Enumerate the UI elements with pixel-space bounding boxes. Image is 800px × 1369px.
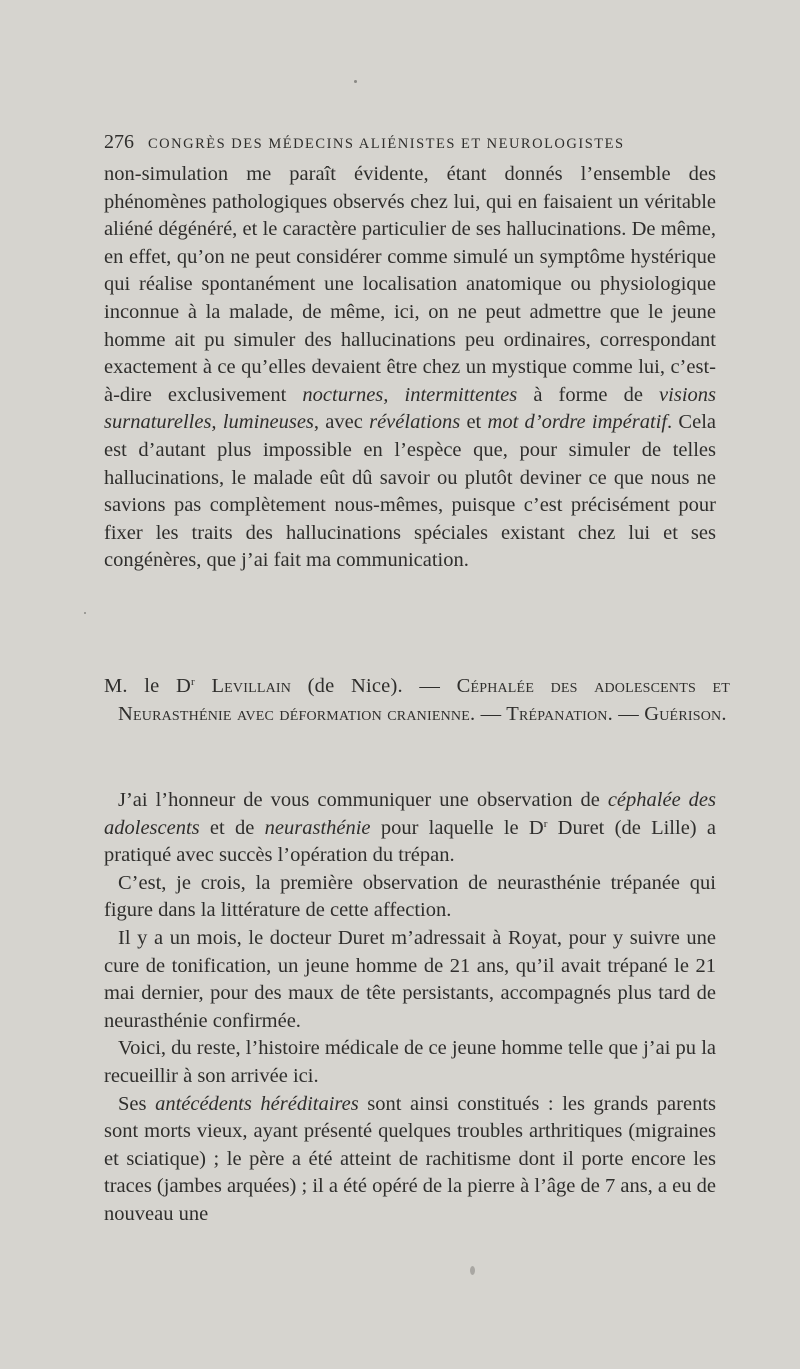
text-run: non-simulation me paraît évidente, étant donnés l’ensemble des phénomènes pathologiques observés chez lui, qui en faisaient un véritable aliéné dégénéré, et le caractère particulier de ses hallucinations. De même, en effet, qu’on ne peut considérer comme simulé un symptôme hystérique qui réalise spontanément une localisation anatomique ou physiologique inconnue à la malade, de même, ici, on ne peut admettre que le jeune homme ait pu simuler des hallucinations peu ordinaires, correspondant exactement à ce qu’elles devaient être chez un mystique comme lui, c’est-à-dire exclusivement — [104, 163, 716, 406]
text-run: pour laquelle le D — [370, 816, 544, 839]
text-run: à forme de — [517, 383, 660, 406]
heading-title: Céphalée des adolescents et Neurasthénie avec déformation cranienne. — Trépanation. — Guérison. — [118, 675, 730, 725]
italic-run: céphalée des adolescents — [104, 789, 716, 839]
paragraph-first-observation: C’est, je crois, la première observation de neurasthénie trépanée qui figure dans la littérature de cette affection. — [104, 871, 716, 922]
superscript: r — [543, 817, 548, 830]
text-run: Duret (de Lille) a pratiqué avec succès l’opération du trépan. — [104, 816, 717, 867]
paragraph-antecedents — [104, 1091, 716, 1229]
italic-run: visions surnaturelles, lumineuses — [104, 383, 716, 434]
text-run: et — [460, 411, 488, 434]
paragraph-text — [104, 161, 716, 575]
italic-run: révélations — [369, 411, 461, 434]
text-run: J’ai l’honneur de vous communiquer une observation de — [118, 789, 608, 811]
italic-run: mot d’ordre impératif — [487, 411, 668, 434]
italic-run: neurasthénie — [264, 816, 371, 839]
running-head — [104, 131, 716, 154]
text-run: , avec — [313, 411, 370, 434]
paper-speck — [470, 1266, 475, 1275]
superscript: r — [191, 676, 195, 688]
text-run: sont ainsi constitués : les grands parents sont morts vieux, ayant présenté quelques troubles arthritiques (migraines et sciatique) ; le père a été atteint de rachitisme dont il porte encore les traces (jambes arquées) ; il a été opéré de la pierre à l’âge de 7 ans, a eu de nouveau une — [104, 1092, 716, 1225]
paper-speck — [354, 80, 357, 83]
text-run: . Cela est d’autant plus impossible en l’espèce que, pour simuler de telles hallucinations, le malade eût dû savoir ou plutôt deviner ce que nous ne savions pas complètement nous-mêmes, puisque c’est précisément pour fixer les traits des hallucinations spéciales existant chez lui et ses congénères, que j’ai fait ma communication. — [104, 411, 716, 572]
heading-text — [104, 672, 730, 728]
paragraph-case: Il y a un mois, le docteur Duret m’adressait à Royat, pour y suivre une cure de tonification, un jeune homme de 21 ans, qu’il avait trépané le 21 mai dernier, pour des maux de tête persistants, accompagnés plus tard de neurasthénie confirmée. — [104, 926, 716, 1032]
text-run: Ses — [118, 1092, 156, 1115]
heading-prefix: M. le D — [104, 675, 192, 697]
paragraph-intro — [104, 787, 716, 870]
heading-author: Levillain — [211, 675, 292, 697]
paragraph-simulation — [104, 161, 716, 575]
text-run: et de — [199, 816, 265, 839]
italic-run: nocturnes, intermittentes — [302, 383, 518, 406]
paper-speck — [84, 612, 86, 614]
page-number: 276 — [104, 131, 134, 153]
section-heading — [104, 672, 730, 728]
article-body — [104, 787, 716, 1229]
heading-place: (de Nice). — — [291, 675, 457, 697]
paragraph-history: Voici, du reste, l’histoire médicale de ce jeune homme telle que j’ai pu la recueillir à son arrivée ici. — [104, 1037, 716, 1087]
running-head-title: CONGRÈS DES MÉDECINS ALIÉNISTES ET NEUROLOGISTES — [148, 136, 625, 152]
italic-run: antécédents héréditaires — [155, 1092, 359, 1115]
